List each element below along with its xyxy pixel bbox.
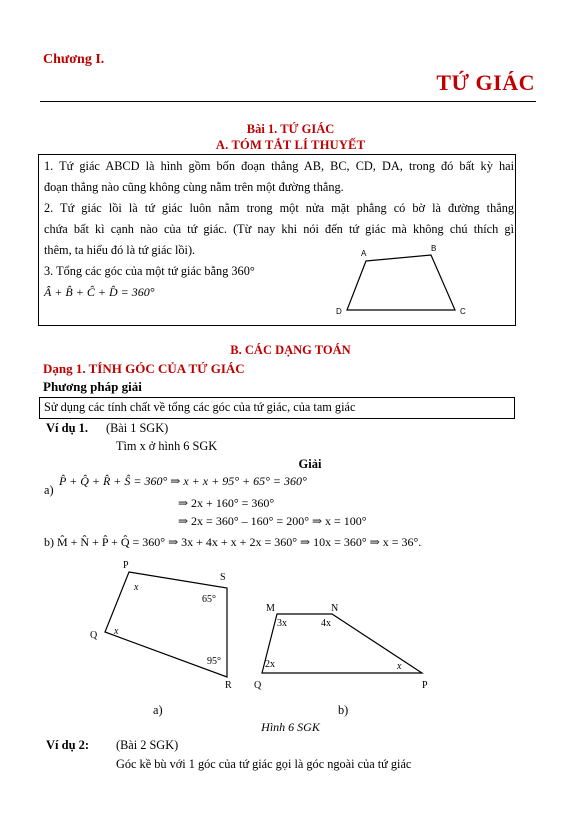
solution-a-line-3: ⇒ 2x = 360° – 160° = 200° ⇒ x = 100° xyxy=(178,514,367,528)
example-2-label: Ví dụ 2: xyxy=(46,738,90,752)
angle-n-label: 4x xyxy=(321,618,331,629)
theory-line-6: 3. Tổng các góc của một tứ giác bằng 360° xyxy=(44,264,255,278)
figure-6b-sublabel: b) xyxy=(338,703,349,717)
theory-line-3: 2. Tứ giác lồi là tứ giác luôn nằm trong một nửa mặt phẳng có bờ là đường thẳng xyxy=(44,201,514,215)
solution-b-line: b) M̂ + N̂ + P̂ + Q̂ = 360° ⇒ 3x + 4x + x + 2x = 360° ⇒ 10x = 360° ⇒ x = 36°. xyxy=(44,535,422,549)
method-text: Sử dụng các tính chất về tổng các góc của tứ giác, của tam giác xyxy=(44,400,356,414)
theory-line-5: thêm, ta hiểu đó là tứ giác lồi). xyxy=(44,243,196,257)
method-title: Phương pháp giải xyxy=(43,379,142,394)
vertex-label-r: R xyxy=(225,680,232,691)
chapter-title: TỨ GIÁC xyxy=(436,70,535,95)
figure-6-caption: Hình 6 SGK xyxy=(261,720,320,734)
vertex-label-n: N xyxy=(331,603,339,614)
example-2-text: Góc kề bù với 1 góc của tứ giác gọi là góc ngoài của tứ giác xyxy=(116,757,412,771)
vertex-label-p: P xyxy=(123,560,129,571)
section-a-title: A. TÓM TẮT LÍ THUYẾT xyxy=(215,138,366,152)
angle-sum-formula: Â + B̂ + Ĉ + D̂ = 360° xyxy=(44,285,155,299)
theory-line-4: chứa bất kì cạnh nào của tứ giác. (Từ nay khi nói đến tứ giác mà không chú thích gì xyxy=(44,222,514,236)
angle-p-label: x xyxy=(134,582,139,593)
figure-6a-sublabel: a) xyxy=(153,703,163,717)
solution-a-line-2: ⇒ 2x + 160° = 360° xyxy=(178,496,275,510)
figure-6a-quadrilateral-pqrs xyxy=(80,556,260,696)
angle-r-label: 95° xyxy=(207,656,221,667)
angle-q-label: 2x xyxy=(265,659,275,670)
solution-title: Giải xyxy=(298,457,322,471)
angle-m-label: 3x xyxy=(277,618,287,629)
chapter-label: Chương I. xyxy=(43,52,105,67)
vertex-label-b: B xyxy=(431,244,437,253)
theory-line-2: đoạn thẳng nào cũng không cùng nằm trên một đường thẳng. xyxy=(44,180,344,194)
vertex-label-s: S xyxy=(220,572,226,583)
quadrilateral-abcd-figure xyxy=(330,240,480,320)
header-divider xyxy=(40,101,536,102)
vertex-label-a: A xyxy=(361,249,367,258)
vertex-label-q: Q xyxy=(90,630,98,641)
method-box xyxy=(39,397,515,419)
angle-q-label: x xyxy=(114,626,119,637)
figure-6b-quadrilateral-mnqp xyxy=(250,596,440,696)
section-b-title: B. CÁC DẠNG TOÁN xyxy=(230,343,351,357)
part-a-label: a) xyxy=(44,483,54,497)
dang-1-title: Dạng 1. TÍNH GÓC CỦA TỨ GIÁC xyxy=(43,361,245,376)
vertex-label-p: P xyxy=(422,680,428,691)
example-1-task: Tìm x ở hình 6 SGK xyxy=(116,439,218,453)
vertex-label-c: C xyxy=(460,307,466,316)
lesson-title: Bài 1. TỨ GIÁC xyxy=(246,122,335,136)
angle-s-label: 65° xyxy=(202,594,216,605)
example-1-label: Ví dụ 1. xyxy=(46,421,89,435)
example-2-source: (Bài 2 SGK) xyxy=(116,738,179,752)
vertex-label-q: Q xyxy=(254,680,262,691)
vertex-label-m: M xyxy=(266,603,275,614)
solution-a-line-1: P̂ + Q̂ + R̂ + Ŝ = 360° ⇒ x + x + 95° + 65° = 360° xyxy=(59,474,307,488)
example-1-source: (Bài 1 SGK) xyxy=(106,421,169,435)
theory-line-1: 1. Tứ giác ABCD là hình gồm bốn đoạn thẳng AB, BC, CD, DA, trong đó bất kỳ hai xyxy=(44,159,514,173)
vertex-label-d: D xyxy=(336,307,342,316)
angle-p-label: x xyxy=(397,661,402,672)
